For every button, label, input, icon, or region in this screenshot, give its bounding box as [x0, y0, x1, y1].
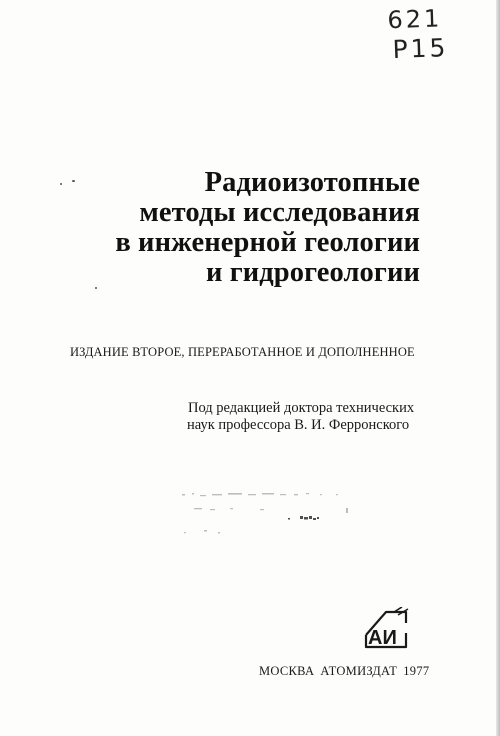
publisher-city: МОСКВА [259, 664, 315, 678]
edition-statement: ИЗДАНИЕ ВТОРОЕ, ПЕРЕРАБОТАННОЕ И ДОПОЛНЕННОЕ [70, 345, 415, 359]
editor-statement [188, 400, 428, 434]
publisher-logo [358, 607, 412, 653]
scan-speckles [170, 488, 360, 548]
handwritten-mark-line2: Р15 [392, 33, 449, 65]
editor-line-2: наук профессора В. И. Ферронского [187, 417, 410, 433]
scan-edge [496, 0, 500, 736]
publisher-logo-text: АИ [368, 627, 397, 649]
title-line-1: Радиоизотопные [204, 167, 420, 198]
book-title [60, 168, 420, 288]
title-line-4: и гидрогеологии [205, 257, 420, 288]
editor-line-1: Под редакцией доктора технических [188, 400, 415, 416]
publisher-imprint [259, 664, 479, 679]
handwritten-library-mark [387, 3, 459, 65]
publication-year: 1977 [403, 664, 430, 678]
publisher-name: АТОМИЗДАТ [320, 664, 398, 678]
title-line-2: методы исследования [139, 197, 420, 228]
handwritten-mark-line1: 621 [387, 4, 443, 35]
title-line-3: в инженерной геологии [115, 227, 420, 258]
